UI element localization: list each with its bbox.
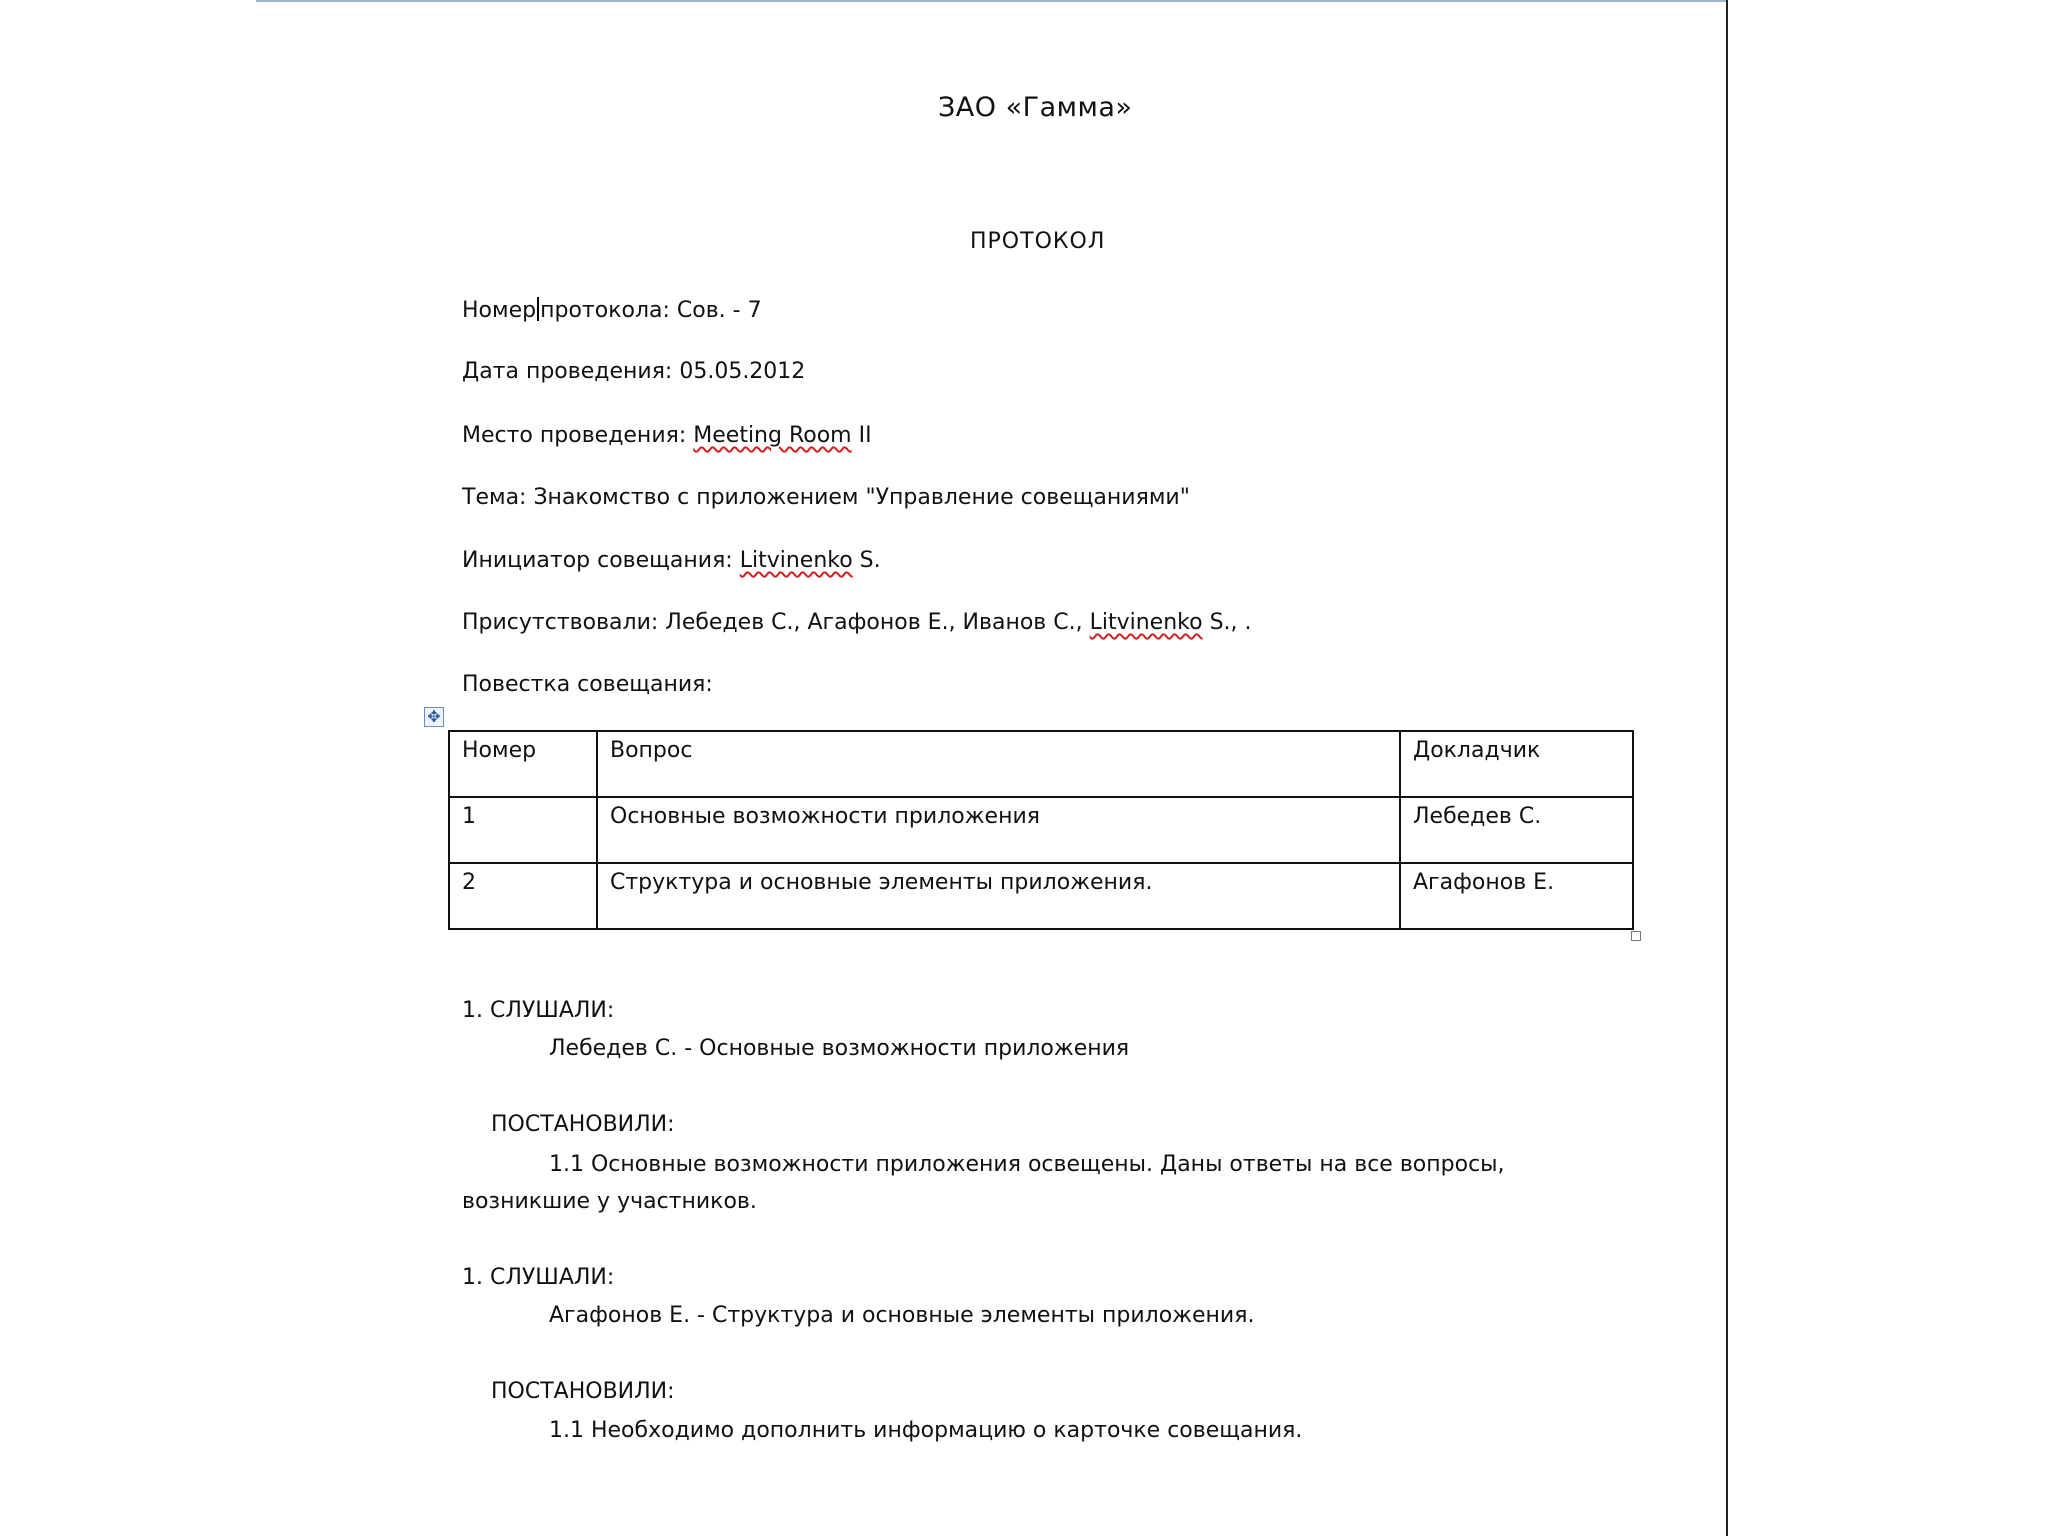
cell-speaker[interactable]: Агафонов Е. (1400, 863, 1633, 929)
protocol-number-line[interactable] (462, 297, 762, 323)
attendees-prefix: Присутствовали: Лебедев С., Агафонов Е., Иванов С., (462, 610, 1090, 635)
table-row (449, 863, 1633, 929)
table-row (449, 797, 1633, 863)
cell-number[interactable]: 1 (449, 797, 597, 863)
cell-number[interactable]: 2 (449, 863, 597, 929)
agenda-table[interactable] (448, 730, 1634, 930)
decided-text-line2[interactable]: возникшие у участников. (462, 1189, 757, 1214)
place-suffix: II (851, 423, 872, 448)
place-value-misspelled[interactable]: Meeting Room (693, 423, 852, 448)
resize-handle-icon[interactable] (1631, 931, 1641, 941)
initiator-line[interactable] (462, 548, 881, 573)
heard-label: 1. СЛУШАЛИ: (462, 998, 615, 1023)
header-number[interactable]: Номер (449, 731, 597, 797)
initiator-name-misspelled[interactable]: Litvinenko (739, 548, 853, 573)
cell-question[interactable]: Структура и основные элементы приложения. (597, 863, 1400, 929)
decided-text-line1[interactable]: 1.1 Основные возможности приложения освещены. Даны ответы на все вопросы, (549, 1152, 1505, 1177)
cell-question[interactable]: Основные возможности приложения (597, 797, 1400, 863)
heard-text[interactable]: Лебедев С. - Основные возможности приложения (549, 1036, 1130, 1061)
protocol-number-after-cursor: протокола: Сов. - 7 (540, 298, 762, 323)
table-header-row (449, 731, 1633, 797)
initiator-label: Инициатор совещания: (462, 548, 740, 573)
protocol-number-before-cursor: Номер (462, 298, 537, 323)
topic-line[interactable]: Тема: Знакомство с приложением "Управление совещаниями" (462, 485, 1190, 510)
place-label: Место проведения: (462, 423, 694, 448)
decided-text-line1[interactable]: 1.1 Необходимо дополнить информацию о карточке совещания. (549, 1418, 1303, 1443)
company-name: ЗАО «Гамма» (938, 92, 1133, 123)
attendees-suffix: S., . (1202, 610, 1252, 635)
agenda-label: Повестка совещания: (462, 672, 713, 697)
decided-label: ПОСТАНОВИЛИ: (491, 1112, 675, 1137)
header-speaker[interactable]: Докладчик (1400, 731, 1633, 797)
page-right-edge (1726, 0, 1728, 1536)
page-top-border (256, 0, 1728, 2)
cell-speaker[interactable]: Лебедев С. (1400, 797, 1633, 863)
heard-label: 1. СЛУШАЛИ: (462, 1265, 615, 1290)
initiator-suffix: S. (852, 548, 881, 573)
decided-label: ПОСТАНОВИЛИ: (491, 1379, 675, 1404)
text-cursor (537, 297, 539, 321)
move-arrows-icon[interactable]: ✥ (424, 707, 444, 727)
document-title: ПРОТОКОЛ (970, 229, 1106, 254)
attendees-line[interactable] (462, 610, 1252, 635)
place-line[interactable] (462, 423, 872, 448)
date-line[interactable]: Дата проведения: 05.05.2012 (462, 359, 806, 384)
header-question[interactable]: Вопрос (597, 731, 1400, 797)
attendees-name-misspelled[interactable]: Litvinenko (1089, 610, 1203, 635)
heard-text[interactable]: Агафонов Е. - Структура и основные элементы приложения. (549, 1303, 1255, 1328)
